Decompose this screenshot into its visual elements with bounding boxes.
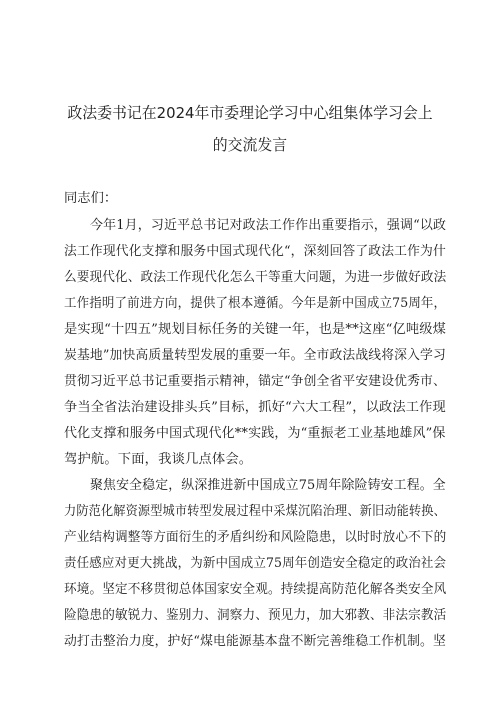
- paragraph-1-line: 争当全省法治建设排头兵”目标，抓好“六大工程”，以政法工作现: [64, 400, 446, 415]
- greeting: 同志们：: [64, 191, 118, 206]
- paragraph-1-line: 么要现代化、政法工作现代化怎么干等重大问题，为进一步做好政法: [64, 270, 447, 285]
- paragraph-1-line: 驾护航。下面，我谈几点体会。: [64, 452, 253, 467]
- paragraph-1-line: 炭基地”加快高质量转型发展的重要一年。全市政法战线将深入学习: [64, 348, 446, 363]
- paragraph-1-line: 是实现“十四五”规划目标任务的关键一年，也是**这座“亿吨级煤: [64, 322, 447, 337]
- paragraph-2-line: 产业结构调整等方面衍生的矛盾纠纷和风险隐患，以时时放心不下的: [64, 530, 447, 545]
- paragraph-2-line: 动打击整治力度，护好“煤电能源基本盘不断完善维稳工作机制。坚: [64, 634, 446, 649]
- paragraph-1-line: 今年1月，习近平总书记对政法工作作出重要指示，强调“以政: [90, 218, 447, 233]
- paragraph-2-line: 责任感应对更大挑战，为新中国成立75周年创造安全稳定的政治社会: [64, 556, 447, 571]
- paragraph-2-line: 险隐患的敏锐力、鉴别力、洞察力、预见力，加大邪教、非法宗教活: [64, 608, 447, 623]
- document-title-line-1: 政法委书记在2024年市委理论学习中心组集体学习会上: [67, 104, 433, 122]
- paragraph-1-line: 法工作现代化支撑和服务中国式现代化“，深刻回答了政法工作为什: [64, 244, 446, 259]
- paragraph-2-line: 力防范化解资源型城市转型发展过程中采煤沉陷治理、新旧动能转换、: [64, 504, 446, 519]
- document-title-line-2: 的交流发言: [212, 136, 288, 154]
- paragraph-2-line: 聚焦安全稳定，纵深推进新中国成立75周年除险铸安工程。全: [90, 478, 446, 493]
- paragraph-1-line: 代化支撑和服务中国式现代化**实践，为“重振老工业基地雄风”保: [64, 426, 446, 441]
- paragraph-2-line: 环境。坚定不移贯彻总体国家安全观。持续提高防范化解各类安全风: [64, 582, 447, 597]
- paragraph-1-line: 贯彻习近平总书记重要指示精神，锚定“争创全省平安建设优秀市、: [64, 374, 446, 389]
- paragraph-1-line: 工作指明了前进方向，提供了根本遵循。今年是新中国成立75周年，: [64, 296, 447, 311]
